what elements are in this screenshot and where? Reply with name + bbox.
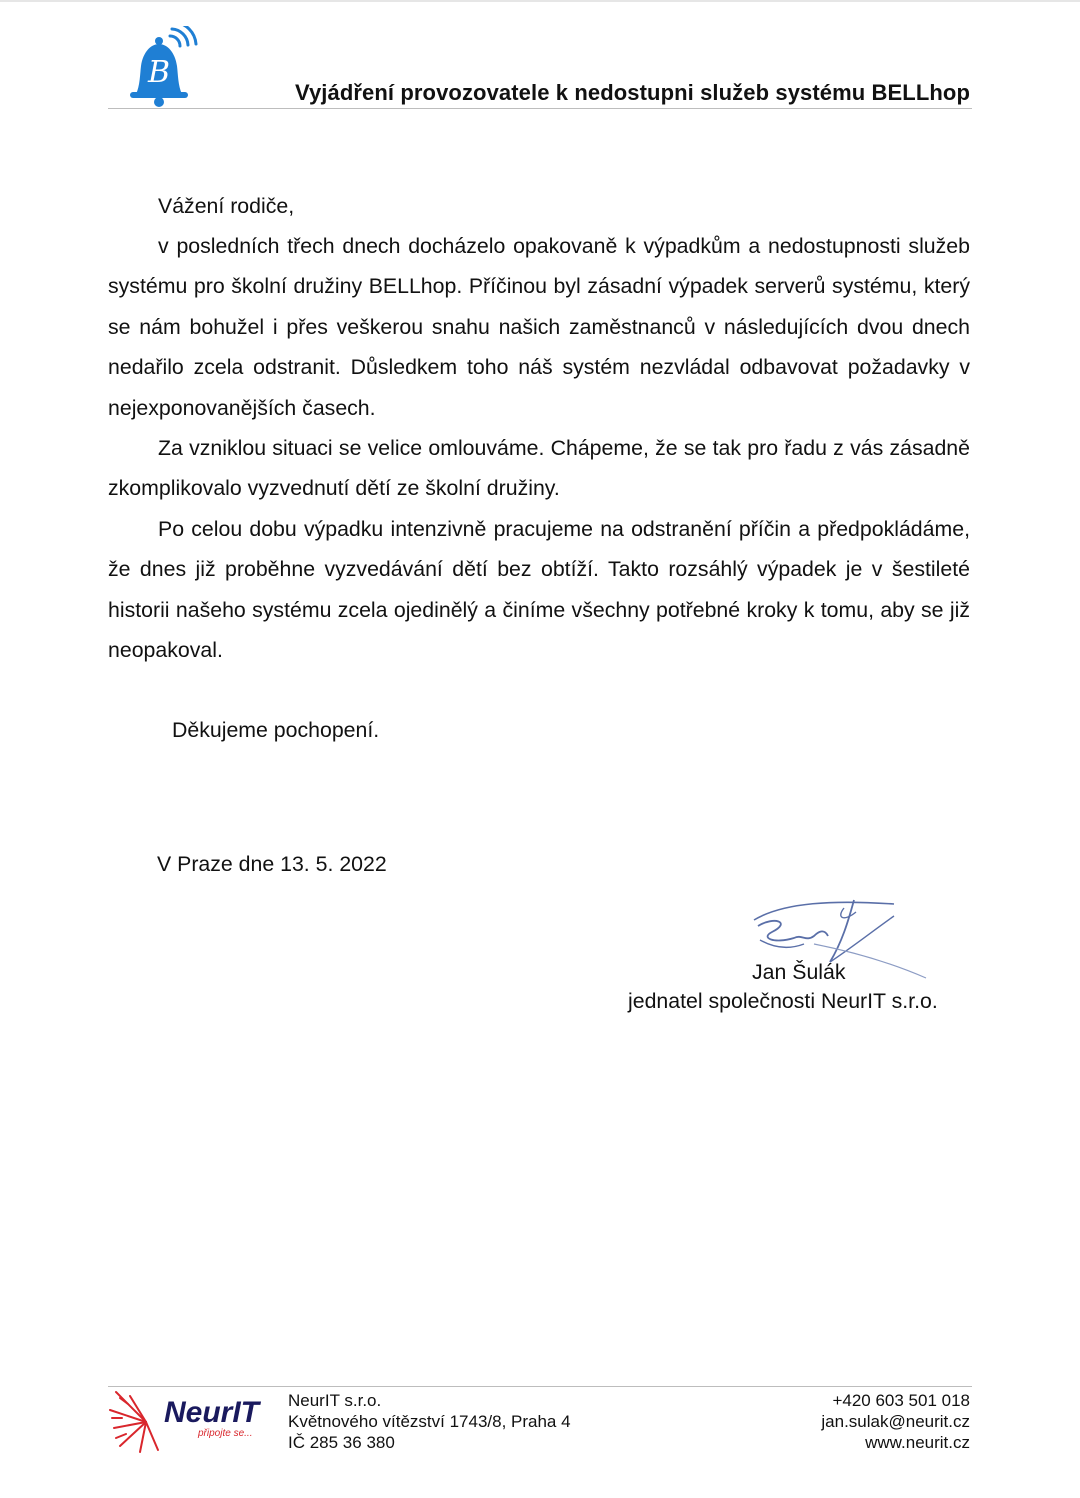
spark-icon — [110, 1392, 158, 1452]
company-name: NeurIT s.r.o. — [288, 1391, 382, 1410]
footer-divider — [108, 1386, 972, 1387]
contact-website[interactable]: www.neurit.cz — [865, 1433, 970, 1452]
logo-wordmark: NeurIT — [164, 1396, 260, 1429]
company-address: Květnového vítězství 1743/8, Praha 4 — [288, 1412, 571, 1431]
paragraph-3-text: Po celou dobu výpadku intenzivně pracujeme na odstranění příčin a předpokládáme, že dnes již proběhne vyzvedávání dětí bez obtíží. Takto rozsáhlý výpadek je v šestileté historii našeho systému zcela ojedinělý a činíme všechny potřebné kroky k tomu, aby se již neopakoval. — [108, 517, 970, 663]
signer-name: Jan Šulák — [752, 960, 846, 984]
paragraph-1-text: v posledních třech dnech docházelo opakovaně k výpadkům a nedostupnosti služeb systému pro školní družiny BELLhop. Příčinou byl zásadní výpadek serverů systému, který se nám bohužel i přes veškerou snahu našich zaměstnanců v následujících dvou dnech nedařilo zcela odstranit. Důsledkem toho náš systém nezvládal odbavovat požadavky v nejexponovanějších časech. — [108, 234, 970, 420]
logo-letter: B — [147, 55, 171, 90]
closing-thanks: Děkujeme pochopení. — [172, 718, 380, 742]
document-title: Vyjádření provozovatele k nedostupni služeb systému BELLhop — [295, 80, 970, 105]
paragraph-2-text: Za vzniklou situaci se velice omlouváme. Chápeme, že se tak pro řadu z vás zásadně zkomplikovalo vyzvednutí dětí ze školní družiny. — [108, 436, 970, 501]
neurit-logo — [106, 1388, 270, 1454]
footer-company-block — [288, 1390, 571, 1453]
header-divider — [108, 108, 972, 109]
company-id: IČ 285 36 380 — [288, 1433, 395, 1452]
paragraph-2 — [108, 428, 970, 509]
contact-email[interactable]: jan.sulak@neurit.cz — [821, 1412, 970, 1431]
contact-phone: +420 603 501 018 — [832, 1391, 970, 1410]
logo-tagline: připojte se... — [198, 1428, 253, 1439]
bellhop-logo — [118, 26, 200, 108]
place-and-date: V Praze dne 13. 5. 2022 — [157, 852, 387, 876]
footer-contact-block — [821, 1390, 970, 1453]
salutation: Vážení rodiče, — [158, 194, 295, 218]
paragraph-1 — [108, 226, 970, 428]
paragraph-3 — [108, 509, 970, 671]
signer-role: jednatel společnosti NeurIT s.r.o. — [628, 989, 938, 1013]
